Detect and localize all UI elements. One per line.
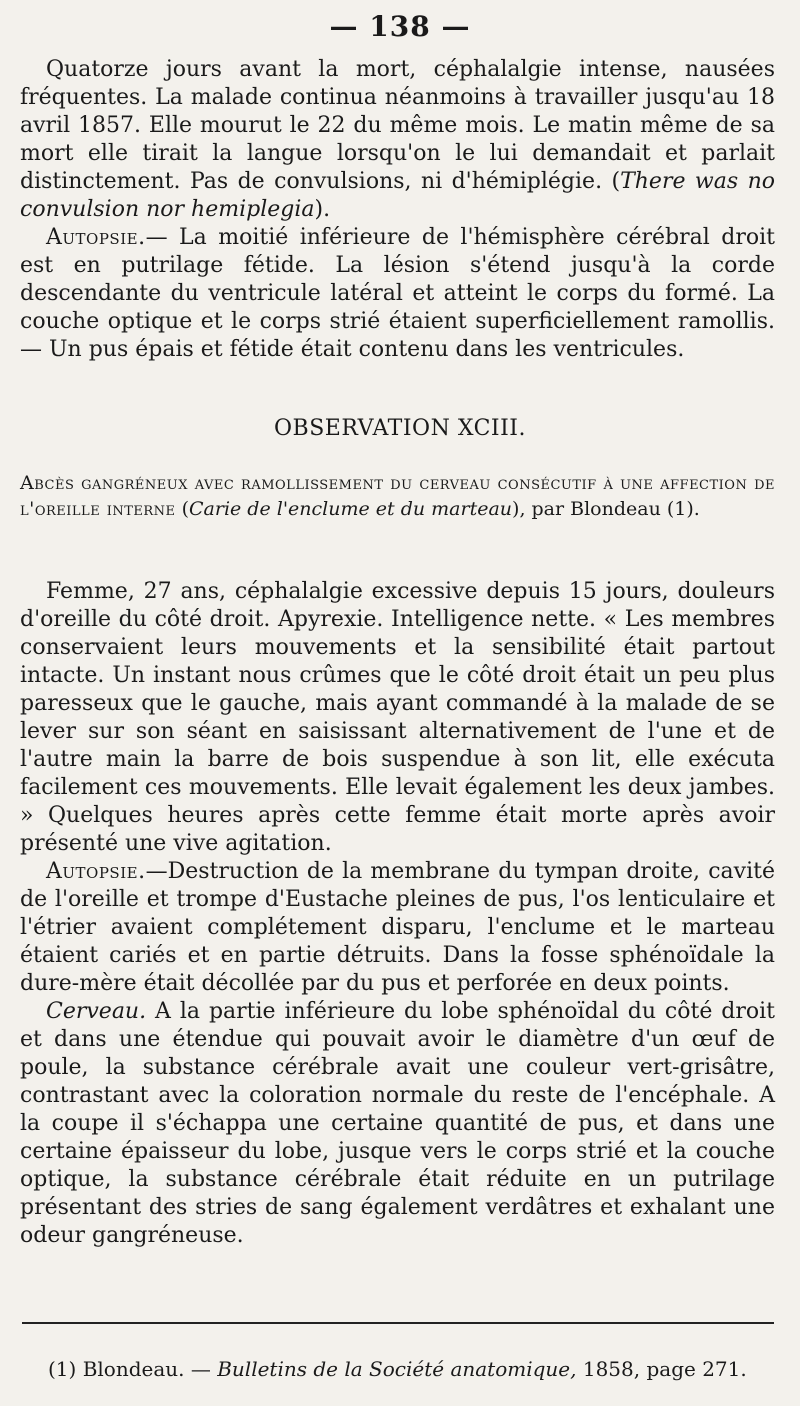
observation-subtitle: Abcès gangréneux avec ramollissement du cerveau consécutif à une affection de l'oreille interne (Carie de l'enclume et du marteau), par Blondeau (1). (20, 472, 775, 520)
cerveau-paragraph: Cerveau. A la partie inférieure du lobe sphénoïdal du côté droit et dans une étendue qui pouvait avoir le diamètre d'un œuf de poule, la substance cérébrale avait une couleur vert-grisâtre, contrastant avec la coloration normale du reste de l'encéphale. A la coupe il s'échappa une certaine quantité de pus, et dans une certaine épaisseur du lobe, jusque vers le corps strié et la couche optique, la substance cérébrale était réduite en un putrilage présentant des stries de sang également verdâtres et exhalant une odeur gangréneuse. (20, 999, 775, 1248)
observation-title: OBSERVATION XCIII. (273, 416, 526, 441)
case-paragraph: Femme, 27 ans, céphalalgie excessive depuis 15 jours, douleurs d'oreille du côté droit. Apyrexie. Intelligence nette. « Les membres conservaient leurs mouvements et la sensibilité était partout intacte. Un instant nous crûmes que le côté droit était un peu plus paresseux que le gauche, mais ayant commandé à la malade de se lever sur son séant en saisissant alternativement de l'une et de l'autre main la barre de bois suspendue à son lit, elle exécuta facilement ces mouvements. Elle levait également les deux jambes. » Quelques heures après cette femme était morte après avoir présenté une vive agitation. (20, 579, 775, 856)
observation-xciii-body (20, 578, 775, 1250)
footnote: (1) Blondeau. — Bulletins de la Société anatomique, 1858, page 271. (48, 1357, 747, 1381)
footnote-source: Bulletins de la Société anatomique, (217, 1357, 577, 1381)
observation-end-block (20, 56, 775, 364)
cerveau-label: Cerveau. (46, 999, 147, 1024)
footnote-rule (22, 1322, 774, 1324)
english-quote: There was no convulsion nor hemiplegia (20, 169, 775, 222)
autopsy-label: Autopsie. (46, 225, 146, 250)
page-number: — 138 — (329, 10, 471, 43)
autopsy-label-2: Autopsie. (46, 859, 146, 884)
clinical-paragraph: Quatorze jours avant la mort, céphalalgie intense, nausées fréquentes. La malade continua néanmoins à travailler jusqu'au 18 avril 1857. Elle mourut le 22 du même mois. Le matin même de sa mort elle tirait la langue lorsqu'on le lui demandait et parlait distinctement. Pas de convulsions, ni d'hémiplégie. (There was no convulsion nor hemiplegia). (20, 57, 775, 222)
autopsy-paragraph-1: Autopsie.— La moitié inférieure de l'hémisphère cérébral droit est en putrilage fétide. La lésion s'étend jusqu'à la corde descendante du ventricule latéral et atteint le corps du formé. La couche optique et le corps strié étaient superficiellement ramollis. — Un pus épais et fétide était contenu dans les ventricules. (20, 225, 775, 362)
autopsy-paragraph-2: Autopsie.—Destruction de la membrane du tympan droite, cavité de l'oreille et trompe d'Eustache pleines de pus, l'os lenticulaire et l'étrier avaient complétement disparu, l'enclume et le marteau étaient cariés et en partie détruits. Dans la fosse sphénoïdale la dure-mère était décollée par du pus et perforée en deux points. (20, 859, 775, 996)
